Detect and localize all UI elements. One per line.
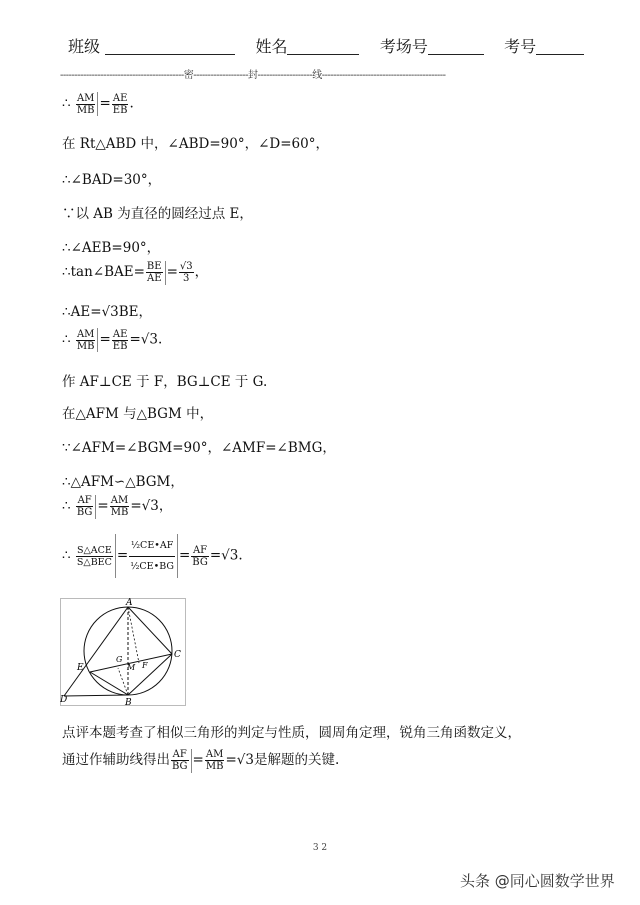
line-1: ∴ $\frac{AM}{MB}$ = $\frac{AE}{EB}$ .: [62, 92, 134, 116]
fraction: $\frac{AM}{MB}$: [76, 328, 95, 352]
line-3: ∴∠BAD=30°，: [62, 172, 162, 188]
line-12: ∴△AFM∽△BGM，: [62, 474, 184, 490]
comment-line-1: 点评本题考查了相似三角形的判定与性质，圆周角定理，锐角三角函数定义，: [62, 725, 521, 741]
label-M: M: [127, 663, 136, 672]
label-C: C: [174, 650, 181, 660]
fraction: $\frac{\text{½CE•AF}}{\text{½CE•BG}}$: [129, 536, 175, 577]
fraction: $\frac{AM}{MB}$: [76, 92, 95, 116]
label-B: B: [125, 698, 132, 706]
line-10: 在△AFM 与△BGM 中，: [62, 406, 214, 422]
class-label: 班级: [68, 37, 101, 56]
room-label: 考场号: [379, 37, 428, 56]
fraction: $\frac{AF}{BG}$: [172, 749, 188, 772]
number-blank: [536, 38, 584, 55]
comment-line-2: 通过作辅助线得出 $\frac{AF}{BG}$ = $\frac{AM}{MB}$ =√3是解题的关键.: [62, 749, 340, 772]
label-F: F: [142, 661, 148, 670]
number-label: 考号: [504, 37, 537, 56]
line-14: ∴ $\frac{\text{S△ACE}}{\text{S△BEC}}$ = $\frac{\text{½CE•AF}}{\text{½CE•BG}}$ = $\frac{AF}{BG}$ =√3.: [62, 534, 243, 578]
label-A: A: [126, 598, 133, 608]
label-E: E: [77, 663, 84, 673]
fraction: $\frac{AM}{MB}$: [110, 495, 129, 518]
line-5: ∴∠AEB=90°，: [62, 240, 161, 256]
watermark: 头条 @同心圆数学世界: [460, 872, 615, 890]
line-7: ∴AE=√3BE，: [62, 304, 152, 320]
geometry-figure: [60, 598, 186, 706]
exam-header: [68, 34, 588, 57]
fraction: $\frac{AM}{MB}$: [205, 749, 224, 772]
fraction: $\frac{AE}{EB}$: [112, 328, 128, 352]
line-13: ∴ $\frac{AF}{BG}$ = $\frac{AM}{MB}$ =√3，: [62, 495, 173, 518]
fraction: $\frac{\text{S△ACE}}{\text{S△BEC}}$: [76, 544, 112, 568]
room-blank: [428, 38, 484, 55]
seal-line: -------------------------------------------密-------------------封-------------------线-------------------------------------------: [60, 70, 446, 81]
label-D: D: [60, 695, 68, 705]
name-blank: [287, 38, 359, 55]
line-6: ∴tan∠BAE= $\frac{BE}{AE}$ = $\frac{√3}{3}$ ，: [62, 261, 209, 284]
label-G: G: [116, 655, 123, 664]
name-label: 姓名: [255, 37, 288, 56]
fraction: $\frac{√3}{3}$: [179, 261, 193, 284]
class-blank: [105, 38, 235, 55]
page-number: 3 2: [312, 843, 328, 853]
fraction: $\frac{AE}{EB}$: [112, 92, 128, 116]
fraction: $\frac{BE}{AE}$: [146, 261, 162, 284]
line-4: ∵以 AB 为直径的圆经过点 E，: [62, 206, 253, 222]
line-9: 作 AF⊥CE 于 F，BG⊥CE 于 G.: [62, 374, 268, 390]
fraction: $\frac{AF}{BG}$: [192, 544, 208, 568]
line-2: 在 Rt△ABD 中，∠ABD=90°，∠D=60°，: [62, 136, 329, 152]
line-8: ∴ $\frac{AM}{MB}$ = $\frac{AE}{EB}$ =√3.: [62, 328, 163, 352]
fraction: $\frac{AF}{BG}$: [76, 495, 93, 518]
line-11: ∵∠AFM=∠BGM=90°，∠AMF=∠BMG，: [62, 440, 336, 456]
